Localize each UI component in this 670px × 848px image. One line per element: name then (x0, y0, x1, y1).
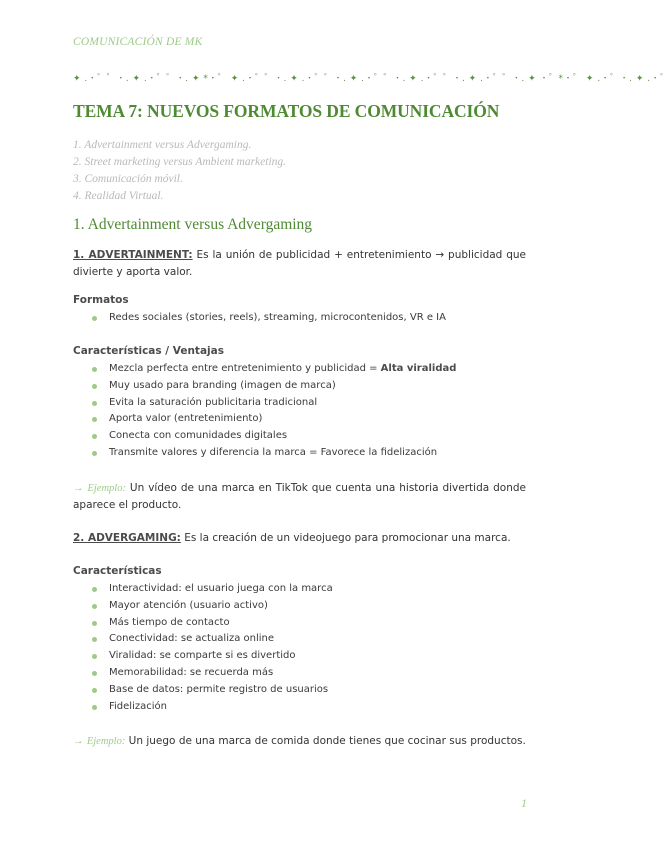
list-item: Interactividad: el usuario juega con la marca (91, 581, 333, 598)
page-title: TEMA 7: NUEVOS FORMATOS DE COMUNICACIÓN (73, 101, 500, 121)
bullet-icon (92, 367, 97, 372)
advertainment-definition (73, 247, 526, 281)
bullet-icon (92, 434, 97, 439)
list-item: Más tiempo de contacto (91, 615, 333, 632)
list-item: Conecta con comunidades digitales (91, 428, 456, 445)
bullet-icon (92, 621, 97, 626)
bullet-icon (92, 384, 97, 389)
arrow-icon: → (73, 736, 84, 747)
bullet-icon (92, 688, 97, 693)
caracteristicas-list (91, 581, 333, 715)
example-advergaming (73, 733, 526, 750)
ornament-row: ✦ .・゜゜・. ✦ .・゜゜・. ✦ *・゜ ✦ .・゜゜・. ✦ .・゜゜・. ✦ .・゜゜・. ✦ .・゜゜・. ✦ .・゜゜・. ✦ ・゜*・゜ ✦ .・゜・. ✦ .・゜ (73, 74, 670, 84)
section-heading: 1. Advertainment versus Advergaming (73, 216, 313, 233)
example-advertainment (73, 480, 526, 514)
bullet-icon (92, 604, 97, 609)
term-label: 1. ADVERTAINMENT: (73, 249, 193, 261)
definition-text: Es la unión de publicidad + entretenimiento → publicidad que divierte y aporta valor. (73, 249, 526, 278)
list-item: Evita la saturación publicitaria tradicional (91, 395, 456, 412)
example-label: Ejemplo: (87, 483, 126, 494)
bullet-icon (92, 654, 97, 659)
definition-text: Es la creación de un videojuego para promocionar una marca. (180, 532, 511, 544)
arrow-icon: → (73, 483, 84, 494)
list-item: Aporta valor (entretenimiento) (91, 411, 456, 428)
example-label: Ejemplo: (86, 736, 126, 747)
decorative-ornament-divider (73, 71, 670, 85)
bullet-icon (92, 316, 97, 321)
list-item: Fidelización (91, 699, 333, 716)
term-label: 2. ADVERGAMING: (73, 532, 181, 544)
toc-item: 2. Street marketing versus Ambient marketing. (73, 156, 287, 168)
page-number: 1 (521, 796, 527, 810)
formatos-list (91, 310, 446, 327)
ventajas-list (91, 361, 456, 462)
bullet-icon (92, 637, 97, 642)
bullet-icon (92, 401, 97, 406)
table-of-contents (73, 137, 286, 205)
list-item: Muy usado para branding (imagen de marca) (91, 378, 456, 395)
list-item: Base de datos: permite registro de usuarios (91, 682, 333, 699)
bullet-icon (92, 705, 97, 710)
list-item: Conectividad: se actualiza online (91, 631, 333, 648)
list-item: Redes sociales (stories, reels), streaming, microcontenidos, VR e IA (91, 310, 446, 327)
example-text: Un juego de una marca de comida donde tienes que cocinar sus productos. (125, 735, 526, 747)
bullet-icon (92, 451, 97, 456)
list-item: Viralidad: se comparte si es divertido (91, 648, 333, 665)
toc-item: 4. Realidad Virtual. (73, 190, 164, 202)
formatos-heading: Formatos (73, 294, 129, 306)
bullet-icon (92, 587, 97, 592)
list-item: Mezcla perfecta entre entretenimiento y publicidad = Alta viralidad (91, 361, 456, 378)
list-item: Memorabilidad: se recuerda más (91, 665, 333, 682)
running-header: COMUNICACIÓN DE MK (73, 36, 203, 48)
list-item: Mayor atención (usuario activo) (91, 598, 333, 615)
list-item: Transmite valores y diferencia la marca = Favorece la fidelización (91, 445, 456, 462)
bullet-icon (92, 671, 97, 676)
toc-item: 3. Comunicación móvil. (73, 173, 183, 185)
bullet-icon (92, 417, 97, 422)
caracteristicas-ventajas-heading: Características / Ventajas (73, 345, 224, 357)
example-text: Un vídeo de una marca en TikTok que cuenta una historia divertida donde aparece el producto. (73, 482, 526, 511)
advergaming-definition (73, 530, 526, 547)
toc-item: 1. Advertainment versus Advergaming. (73, 139, 252, 151)
caracteristicas-heading: Características (73, 565, 162, 577)
